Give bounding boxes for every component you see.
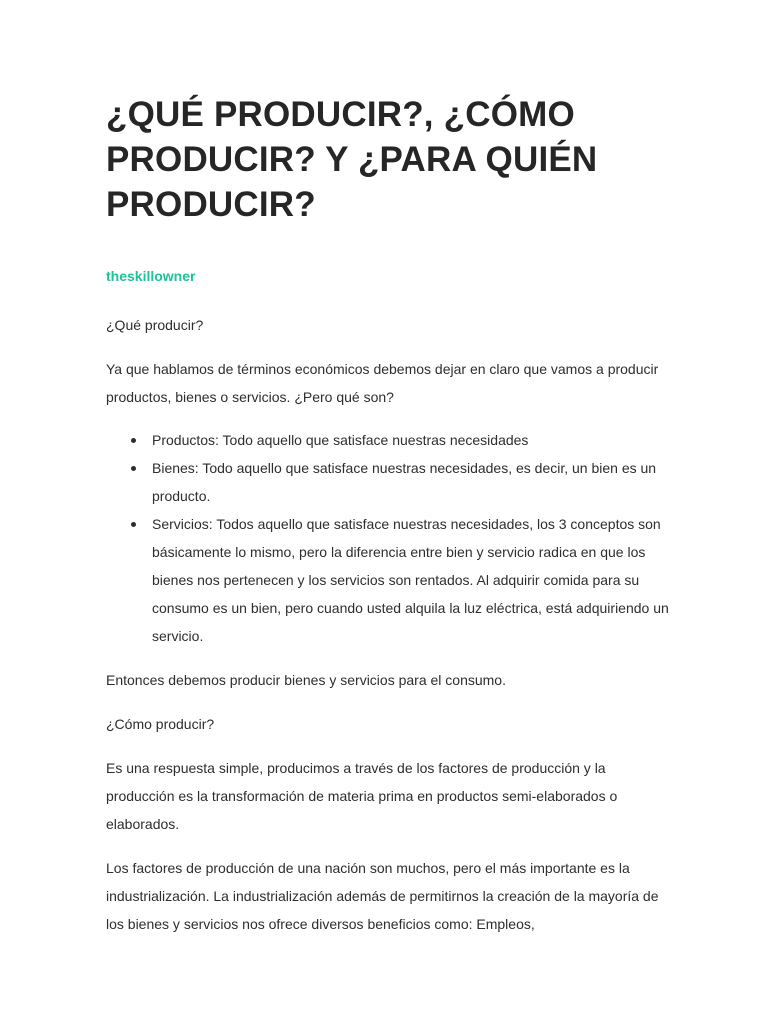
paragraph-factores: Es una respuesta simple, producimos a través de los factores de producción y la producción es la transformación de materia prima en productos semi-elaborados o elaborados. [106,760,618,832]
list-item-text: Productos: Todo aquello que satisface nuestras necesidades [152,432,529,448]
section-heading-que-producir: ¿Qué producir? [106,317,204,333]
paragraph-conclusion: Entonces debemos producir bienes y servicios para el consumo. [106,672,506,688]
paragraph-intro: Ya que hablamos de términos económicos debemos dejar en claro que vamos a producir productos, bienes o servicios. ¿Pero qué son? [106,361,659,405]
list-item [152,510,672,650]
section-heading-como-producir: ¿Cómo producir? [106,716,215,732]
author-name[interactable]: theskillowner [106,268,196,284]
list-item-text: Servicios: Todos aquello que satisface nuestras necesidades, los 3 conceptos son básicamente lo mismo, pero la diferencia entre bien y servicio radica en que los bienes nos pertenecen y los servicios son rentados. Al adquirir comida para su consumo es un bien, pero cuando usted alquila la luz eléctrica, está adquiriendo un servicio. [152,516,669,644]
definitions-list [106,426,672,650]
list-item-text: Bienes: Todo aquello que satisface nuestras necesidades, es decir, un bien es un producto. [152,460,657,504]
paragraph-industrializacion: Los factores de producción de una nación son muchos, pero el más importante es la industrialización. La industrialización además de permitirnos la creación de la mayoría de los bienes y servicios nos ofrece diversos beneficios como: Empleos, [106,860,659,932]
list-item [152,454,672,510]
article-title: ¿QUÉ PRODUCIR?, ¿CÓMO PRODUCIR? Y ¿PARA QUIÉN PRODUCIR? [106,95,598,224]
bullet-icon [131,438,136,443]
bullet-icon [131,522,136,527]
list-item [152,426,672,454]
bullet-icon [131,466,136,471]
